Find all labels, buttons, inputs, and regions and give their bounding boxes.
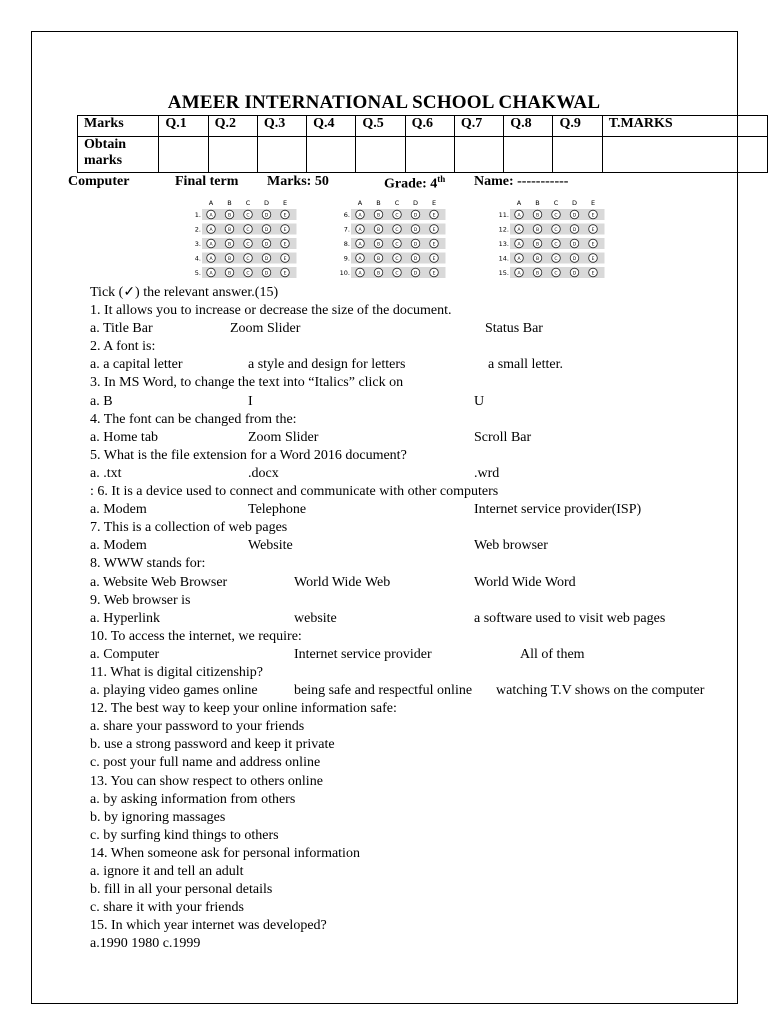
option-text[interactable]: b. fill in all your personal details [90,882,273,898]
obtain-marks-cell[interactable] [356,137,405,173]
bubble-inner-letter: A [517,227,521,233]
bubble-inner-letter: E [432,227,436,233]
question-line [90,555,750,573]
option-b[interactable]: .docx [248,465,279,481]
bubble-inner-letter: B [535,227,540,233]
question-text: 4. The font can be changed from the: [90,411,297,427]
marks-header-row [78,116,768,137]
marks-header-cell: Q.3 [257,116,306,137]
bubble-inner-letter: A [209,227,213,233]
bubble-inner-letter: D [264,271,269,277]
bubble-letter: E [282,199,288,207]
bubble-inner-letter: E [432,242,436,248]
options-line [90,501,750,519]
option-line [90,736,750,754]
question-text: 14. When someone ask for personal information [90,845,360,861]
bubble-inner-letter: A [358,242,362,248]
bubble-inner-letter: E [432,271,436,277]
option-a[interactable]: a. a capital letter [90,357,183,373]
bubble-inner-letter: B [376,271,381,277]
option-b[interactable]: a style and design for letters [248,357,406,373]
option-text[interactable]: a.1990 1980 c.1999 [90,936,201,952]
option-text[interactable]: c. post your full name and address online [90,755,321,771]
bubble-number: 8. [343,240,350,248]
bubble-inner-letter: A [358,213,362,219]
option-a[interactable]: a. Hyperlink [90,610,160,626]
options-line [90,356,750,374]
bubble-inner-letter: C [395,227,399,233]
bubble-inner-letter: C [246,271,250,277]
obtain-marks-row [78,137,768,173]
question-text: : 6. It is a device used to connect and communicate with other computers [90,484,499,500]
question-text: 1. It allows you to increase or decrease the size of the document. [90,303,452,319]
bubble-letter: A [357,199,363,207]
option-line [90,718,750,736]
option-b[interactable]: World Wide Web [294,574,391,590]
bubble-number: 3. [194,240,201,248]
bubble-sheet-column-2 [334,196,449,282]
option-a[interactable]: a. Title Bar [90,321,153,337]
bubble-letter: A [516,199,522,207]
question-line [90,447,750,465]
options-line [90,682,750,700]
bubble-inner-letter: D [264,227,269,233]
option-line [90,881,750,899]
marks-table [77,115,768,173]
obtain-marks-label [78,137,159,173]
marks-header-cell: Q.5 [356,116,405,137]
bubble-number: 1. [194,211,201,219]
options-line [90,393,750,411]
bubble-inner-letter: E [591,242,595,248]
option-text[interactable]: a. by asking information from others [90,791,296,807]
bubble-number: 2. [194,225,201,234]
bubble-letter: E [590,199,596,207]
option-a[interactable]: a. Home tab [90,429,159,445]
bubble-inner-letter: B [227,271,232,277]
option-c[interactable]: Web browser [474,538,548,554]
question-line [90,411,750,429]
bubble-number: 10. [339,269,350,277]
grade-suffix: th [437,174,446,184]
bubble-inner-letter: D [572,256,577,262]
option-c[interactable]: World Wide Word [474,574,576,590]
option-a[interactable]: a. B [90,393,113,409]
bubble-inner-letter: E [283,242,287,248]
bubble-inner-letter: A [209,271,213,277]
option-c[interactable]: watching T.V shows on the computer [496,683,705,699]
option-text[interactable]: c. share it with your friends [90,900,244,916]
bubble-inner-letter: C [395,256,399,262]
option-line [90,935,750,953]
bubble-inner-letter: A [209,242,213,248]
bubble-inner-letter: A [209,213,213,219]
bubble-inner-letter: A [358,256,362,262]
option-line [90,791,750,809]
bubble-number: 5. [194,269,201,277]
bubble-sheet-column-1 [188,196,303,282]
bubble-inner-letter: D [413,256,418,262]
option-line [90,754,750,772]
bubble-letter: B [227,199,232,207]
bubble-inner-letter: E [591,213,595,219]
question-text: 11. What is digital citizenship? [90,664,264,680]
instruction-text: Tick (✓) the relevant answer.(15) [90,285,279,300]
option-a[interactable]: a. .txt [90,465,122,481]
bubble-inner-letter: A [517,242,521,248]
marks-header-cell: Q.2 [208,116,257,137]
options-line [90,429,750,447]
question-text: 12. The best way to keep your online information safe: [90,701,397,717]
bubble-inner-letter: A [517,213,521,219]
obtain-marks-cell[interactable] [405,137,454,173]
option-line [90,809,750,827]
bubble-number: 14. [498,254,509,263]
bubble-inner-letter: B [535,271,540,277]
bubble-inner-letter: B [376,213,381,219]
option-c[interactable]: Scroll Bar [474,429,532,445]
bubble-inner-letter: D [264,213,269,219]
bubble-inner-letter: A [358,271,362,277]
question-line [90,483,750,501]
obtain-label-line1: Obtain [84,137,127,152]
option-b[interactable]: website [294,610,337,626]
bubble-inner-letter: C [246,242,250,248]
bubble-inner-letter: D [413,227,418,233]
obtain-marks-cell[interactable] [159,137,208,173]
obtain-marks-cell[interactable] [454,137,503,173]
option-c[interactable]: Internet service provider(ISP) [474,502,642,518]
bubble-inner-letter: C [246,256,250,262]
bubble-inner-letter: E [283,256,287,262]
bubble-sheet-column-3 [489,196,639,282]
option-line [90,827,750,845]
options-line [90,574,750,592]
bubble-letter: B [376,199,381,207]
bubble-inner-letter: B [376,256,381,262]
grade-label [384,174,445,193]
bubble-inner-letter: C [246,213,250,219]
bubble-inner-letter: C [246,227,250,233]
obtain-marks-cell[interactable] [307,137,356,173]
bubble-letter: E [431,199,437,207]
instruction-line [90,284,750,302]
bubble-grid-2 [334,196,449,282]
bubble-inner-letter: C [395,213,399,219]
bubble-letter: D [412,199,419,207]
option-a[interactable]: a. playing video games online [90,683,258,699]
option-a[interactable]: a. Website Web Browser [90,574,228,590]
bubble-letter: C [245,199,251,207]
marks-header-cell: Q.6 [405,116,454,137]
bubble-inner-letter: D [572,213,577,219]
mcq-list [90,302,750,700]
bubble-inner-letter: A [517,256,521,262]
question-line [90,664,750,682]
question-line [90,519,750,537]
option-b[interactable]: I [248,393,253,409]
bubble-inner-letter: D [264,242,269,248]
question-text: 3. In MS Word, to change the text into “Italics” click on [90,375,404,391]
option-text[interactable]: c. by surfing kind things to others [90,827,279,843]
bubble-letter: C [553,199,559,207]
bubble-inner-letter: B [227,256,232,262]
bubble-inner-letter: E [591,227,595,233]
obtain-marks-cell[interactable] [602,137,767,173]
bubble-grid-1 [188,196,303,282]
marks-header-cell: Q.9 [553,116,602,137]
options-line [90,537,750,555]
option-line [90,863,750,881]
bubble-inner-letter: B [535,256,540,262]
bubble-number: 7. [343,225,350,234]
bubble-inner-letter: C [554,242,558,248]
marks-header-cell: Q.1 [159,116,208,137]
bubble-inner-letter: A [358,227,362,233]
bubble-inner-letter: B [376,227,381,233]
bubble-grid-3 [489,196,639,282]
question-text: 9. Web browser is [90,592,191,608]
name-field-label: Name: ----------- [474,174,569,189]
obtain-marks-cell[interactable] [553,137,602,173]
bubble-inner-letter: C [554,227,558,233]
bubble-inner-letter: B [376,242,381,248]
bubble-number: 4. [194,254,201,263]
options-line [90,465,750,483]
question-line [90,592,750,610]
option-text[interactable]: a. ignore it and tell an adult [90,864,244,879]
question-text: 8. WWW stands for: [90,556,206,572]
bubble-letter: C [394,199,400,207]
option-c[interactable]: U [474,393,485,409]
question-line [90,628,750,646]
option-c[interactable]: Status Bar [485,321,543,337]
bubble-letter: B [535,199,540,207]
question-text: 5. What is the file extension for a Word 2016 document? [90,447,407,463]
question-line [90,845,750,863]
bubble-number: 6. [343,211,350,219]
options-line [90,320,750,338]
term-label: Final term [175,174,239,189]
grade-prefix: Grade: 4 [384,176,438,192]
bubble-number: 15. [498,269,509,277]
option-text[interactable]: b. use a strong password and keep it private [90,737,335,753]
option-b[interactable]: Zoom Slider [230,321,301,337]
obtain-marks-cell[interactable] [257,137,306,173]
bubble-inner-letter: E [432,256,436,262]
total-marks-label: Marks: 50 [267,174,329,189]
option-line [90,899,750,917]
subject-label: Computer [68,174,130,189]
bubble-inner-letter: D [572,242,577,248]
question-text: 13. You can show respect to others online [90,773,323,789]
bubble-inner-letter: C [395,242,399,248]
obtain-label-line2: marks [84,153,123,168]
option-c[interactable]: .wrd [474,465,500,481]
school-title: AMEER INTERNATIONAL SCHOOL CHAKWAL [167,92,601,113]
bubble-inner-letter: C [554,256,558,262]
option-b[interactable]: Zoom Slider [248,429,319,445]
option-a[interactable]: a. Computer [90,646,160,662]
bubble-inner-letter: C [395,271,399,277]
question-text: 7. This is a collection of web pages [90,520,288,536]
option-b[interactable]: Internet service provider [294,646,432,662]
bubble-inner-letter: B [535,242,540,248]
bubble-inner-letter: E [283,213,287,219]
obtain-marks-cell[interactable] [208,137,257,173]
bubble-inner-letter: A [517,271,521,277]
bubble-inner-letter: E [283,227,287,233]
bubble-number: 12. [498,225,509,234]
marks-header-cell: Q.7 [454,116,503,137]
question-text: 15. In which year internet was developed? [90,918,327,934]
option-c[interactable]: a small letter. [488,357,564,373]
bubble-letter: A [208,199,214,207]
bubble-inner-letter: D [413,271,418,277]
option-b[interactable]: Telephone [248,502,307,518]
question-line [90,700,750,718]
bubble-inner-letter: B [227,242,232,248]
bubble-inner-letter: C [554,271,558,277]
bubble-letter: D [263,199,270,207]
question-line [90,302,750,320]
marks-header-cell: Q.8 [504,116,553,137]
question-text: 10. To access the internet, we require: [90,628,302,644]
option-a[interactable]: a. Modem [90,502,147,518]
bubble-inner-letter: D [572,227,577,233]
bubble-inner-letter: A [209,256,213,262]
question-line [90,374,750,392]
option-text[interactable]: a. share your password to your friends [90,719,305,735]
option-b[interactable]: Website [248,538,293,554]
bubble-inner-letter: B [227,213,232,219]
option-c[interactable]: a software used to visit web pages [474,610,666,626]
bubble-inner-letter: C [554,213,558,219]
option-a[interactable]: a. Modem [90,538,147,554]
bubble-inner-letter: D [572,271,577,277]
options-line [90,646,750,664]
bubble-inner-letter: E [283,271,287,277]
obtain-marks-cell[interactable] [504,137,553,173]
bubble-inner-letter: E [432,213,436,219]
bubble-inner-letter: B [535,213,540,219]
bubble-inner-letter: D [413,213,418,219]
bubble-inner-letter: E [591,271,595,277]
marks-header-cell: T.MARKS [602,116,767,137]
bubble-number: 9. [343,254,350,263]
bubble-letter: D [571,199,578,207]
bubble-inner-letter: E [591,256,595,262]
marks-header-cell: Q.4 [307,116,356,137]
question-text: 2. A font is: [90,339,156,355]
question-line [90,338,750,356]
marks-header-cell: Marks [78,116,159,137]
question-line [90,917,750,935]
question-line [90,773,750,791]
bubble-inner-letter: D [413,242,418,248]
option-c[interactable]: All of them [520,646,585,662]
option-b[interactable]: being safe and respectful online [294,683,473,699]
bubble-number: 11. [498,211,509,219]
bubble-number: 13. [498,240,509,248]
vertical-question-list [90,700,750,953]
questions-section [90,284,750,953]
options-line [90,610,750,628]
bubble-inner-letter: B [227,227,232,233]
bubble-inner-letter: D [264,256,269,262]
option-text[interactable]: b. by ignoring massages [90,809,226,825]
